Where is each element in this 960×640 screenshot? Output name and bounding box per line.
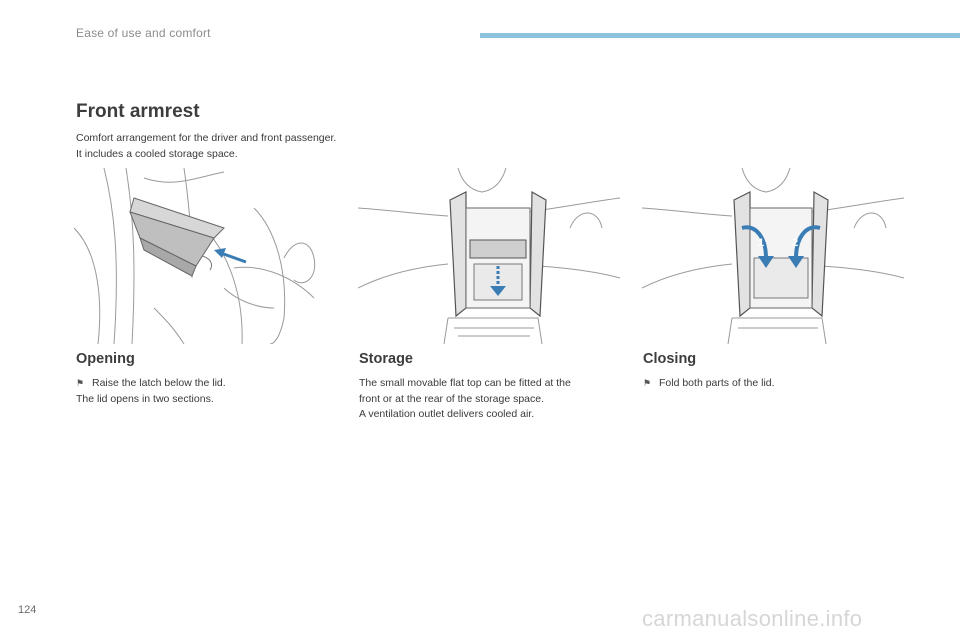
opening-bullet-text: Raise the latch below the lid. [92, 377, 226, 389]
opening-bullet [76, 376, 338, 392]
section-header: Ease of use and comfort [76, 26, 211, 40]
step-label: 1 [758, 237, 765, 249]
flag-bullet-icon: ⚑ [643, 378, 652, 388]
storage-line: A ventilation outlet delivers cooled air. [359, 408, 535, 420]
intro-text [76, 130, 336, 162]
storage-line: The small movable flat top can be fitted at the [359, 377, 571, 389]
closing-illustration [642, 168, 904, 344]
opening-heading: Opening [76, 351, 135, 367]
closing-bullet-text: Fold both parts of the lid. [659, 377, 775, 389]
storage-illustration [358, 168, 620, 344]
watermark: carmanualsonline.info [642, 606, 863, 631]
intro-line: Comfort arrangement for the driver and front passenger. [76, 132, 337, 144]
header-rule [480, 33, 960, 38]
intro-line: It includes a cooled storage space. [76, 148, 238, 160]
closing-text [643, 376, 905, 392]
step-label: 2 [792, 237, 799, 249]
page-title: Front armrest [76, 101, 200, 122]
flag-bullet-icon: ⚑ [76, 378, 85, 388]
storage-text [359, 376, 621, 423]
closing-heading: Closing [643, 351, 697, 367]
opening-illustration [74, 168, 336, 344]
page-number: 124 [18, 604, 37, 616]
opening-text [76, 376, 338, 407]
storage-line: front or at the rear of the storage space. [359, 392, 545, 405]
storage-heading: Storage [359, 351, 413, 367]
closing-bullet [643, 376, 905, 392]
opening-line: The lid opens in two sections. [76, 392, 214, 405]
